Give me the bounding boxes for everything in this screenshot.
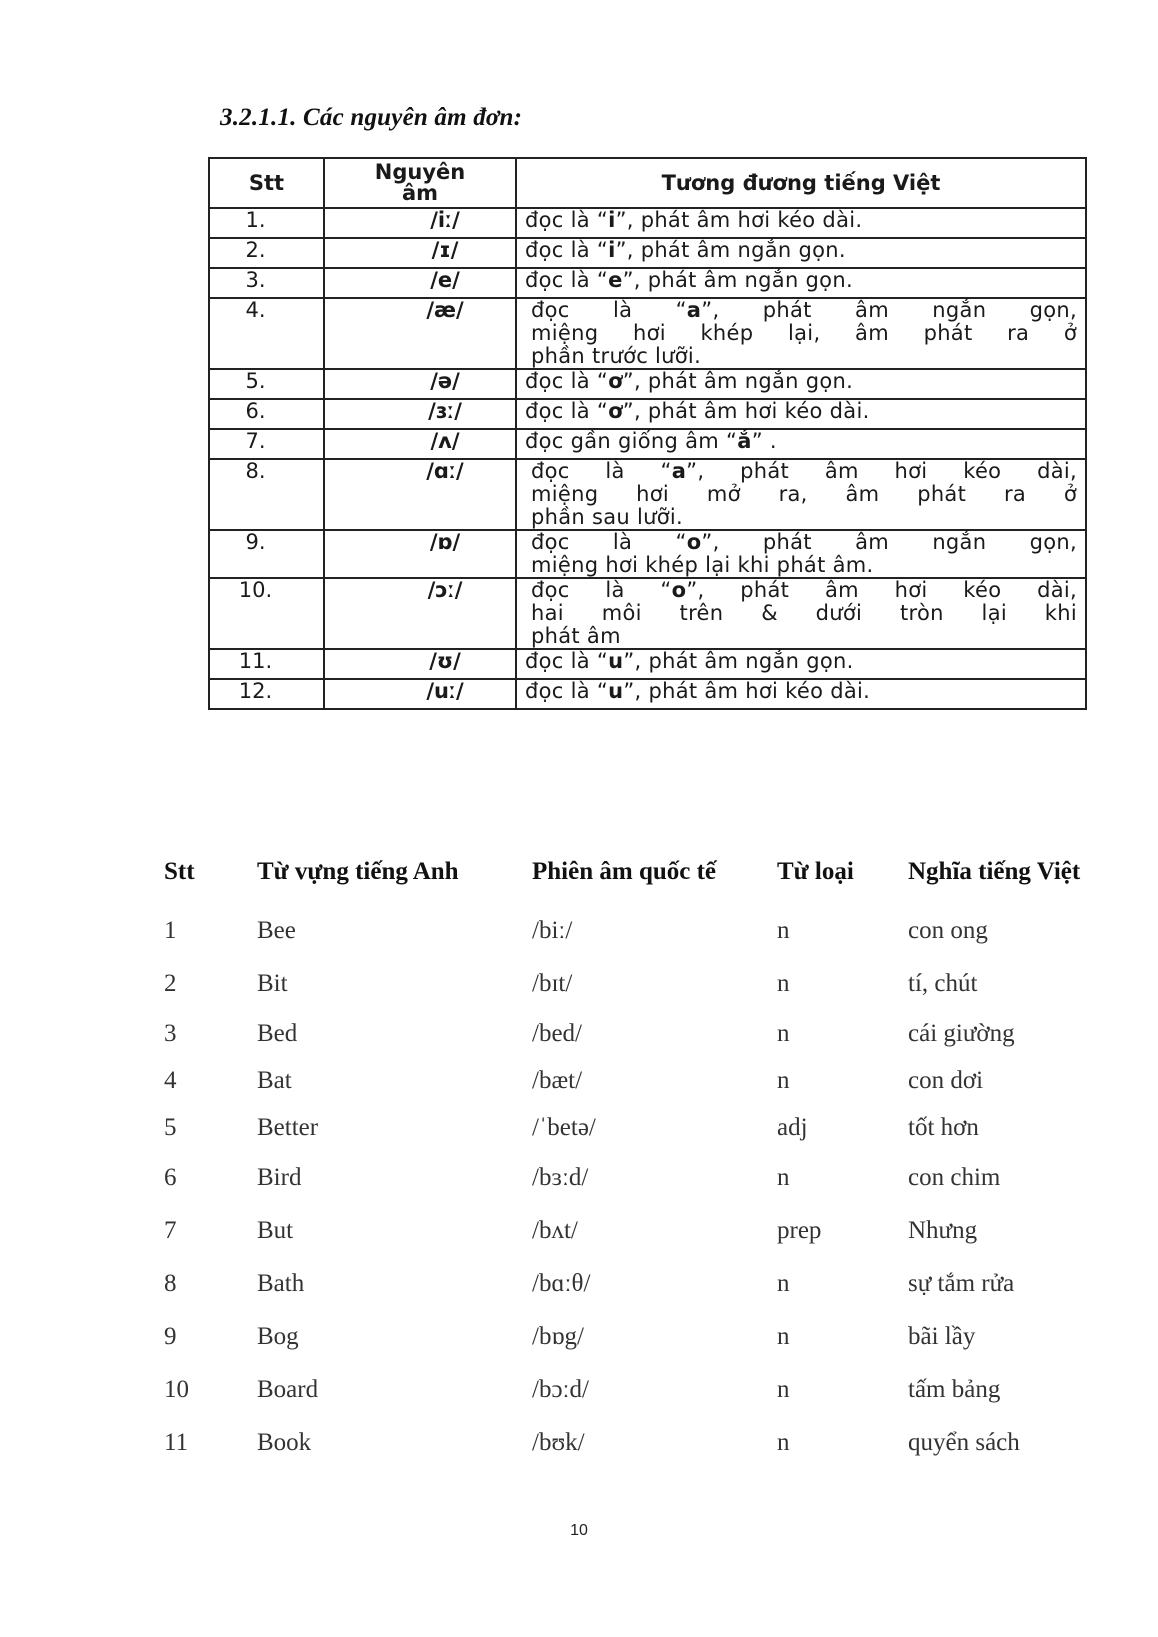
vowel-table-row (209, 298, 1086, 369)
vowel-description-line: đọc là “u”, phát âm hơi kéo dài. (525, 679, 871, 703)
vowel-stt: 2. (209, 238, 324, 268)
vowel-description-line: đọc là “ơ”, phát âm hơi kéo dài. (525, 399, 870, 423)
header-stt: Stt (209, 158, 324, 208)
vowel-description-line: đọc là “i”, phát âm ngắn gọn. (525, 238, 846, 262)
vocab-stt: 8 (164, 1270, 177, 1297)
vowel-stt: 4. (209, 298, 324, 369)
vocab-meaning: con ong (908, 917, 988, 944)
vowel-stt: 6. (209, 399, 324, 429)
vowel-ipa: /ɑː/ (324, 459, 516, 530)
vocab-ipa: /bed/ (532, 1020, 582, 1047)
page-number: 10 (570, 1522, 588, 1539)
vowel-ipa: /æ/ (324, 298, 516, 369)
vocab-pos: prep (777, 1217, 822, 1244)
vowel-stt: 8. (209, 459, 324, 530)
vocab-table-row (0, 1114, 1158, 1146)
header-vowel-line1: Nguyên (374, 160, 466, 184)
vocab-word: Bog (257, 1323, 299, 1350)
vowel-description (516, 679, 1086, 709)
vowel-ipa: /ɔː/ (324, 578, 516, 649)
vowel-description-line: đọc là “e”, phát âm ngắn gọn. (525, 268, 853, 292)
vowel-description-line: miệng hơi khép lại khi phát âm. (531, 553, 874, 577)
vowel-ipa: /ɪ/ (324, 238, 516, 268)
header-vowel-line2: âm (401, 181, 439, 205)
vocab-pos: n (777, 1020, 790, 1047)
vocab-header-pos: Từ loại (777, 858, 854, 885)
header-equivalent: Tương đương tiếng Việt (516, 158, 1086, 208)
vocab-ipa: /biː/ (532, 917, 573, 944)
vocab-ipa: /bɔːd/ (532, 1376, 589, 1403)
vocab-table-header (0, 858, 1158, 890)
vocab-table-row (0, 1323, 1158, 1355)
vocab-meaning: quyển sách (908, 1429, 1020, 1456)
vowel-description (516, 649, 1086, 679)
vocab-header-stt: Stt (164, 858, 195, 885)
vowel-stt: 1. (209, 208, 324, 238)
vowel-description (516, 459, 1086, 530)
vocab-stt: 6 (164, 1164, 177, 1191)
vocab-pos: n (777, 917, 790, 944)
vocab-word: Bed (257, 1020, 298, 1047)
vowel-stt: 5. (209, 369, 324, 399)
vocab-table-row (0, 1020, 1158, 1052)
vocab-meaning: bãi lầy (908, 1323, 976, 1350)
vocab-pos: n (777, 1270, 790, 1297)
vocab-ipa: /bʌt/ (532, 1217, 578, 1244)
vocab-header-meaning: Nghĩa tiếng Việt (908, 858, 1081, 885)
vocab-word: Bit (257, 970, 288, 997)
vowel-description (516, 238, 1086, 268)
vocab-pos: n (777, 970, 790, 997)
section-title: 3.2.1.1. Các nguyên âm đơn: (220, 104, 523, 131)
vocab-table-row (0, 1270, 1158, 1302)
vowel-ipa: /ɜː/ (324, 399, 516, 429)
vocab-table-row (0, 1164, 1158, 1196)
vocab-word: Book (257, 1429, 312, 1456)
vocab-pos: adj (777, 1114, 808, 1141)
vowel-stt: 11. (209, 649, 324, 679)
vowel-ipa: /iː/ (324, 208, 516, 238)
vowel-table-row (209, 459, 1086, 530)
vowel-description-line: phần trước lưỡi. (531, 344, 702, 368)
vocab-meaning: Nhưng (908, 1217, 978, 1244)
vocab-ipa: /bɒg/ (532, 1323, 584, 1350)
vocab-word: Bath (257, 1270, 305, 1297)
vowel-ipa: /ə/ (324, 369, 516, 399)
vocab-stt: 7 (164, 1217, 177, 1244)
vowel-description-line: miệng hơi mở ra, âm phát ra ở (531, 482, 1077, 506)
vocab-meaning: tốt hơn (908, 1114, 979, 1141)
vowel-stt: 12. (209, 679, 324, 709)
vowel-description (516, 208, 1086, 238)
vocab-stt: 5 (164, 1114, 177, 1141)
vocab-table-row (0, 1429, 1158, 1461)
vowel-description-line: đọc là “a”, phát âm ngắn gọn, (531, 298, 1077, 322)
vowel-description-line: đọc là “o”, phát âm hơi kéo dài, (531, 578, 1077, 602)
vocab-word: Bird (257, 1164, 302, 1191)
vocab-pos: n (777, 1376, 790, 1403)
vowel-ipa: /ʊ/ (324, 649, 516, 679)
vowel-description-line: miệng hơi khép lại, âm phát ra ở (531, 321, 1077, 345)
vowel-ipa: /uː/ (324, 679, 516, 709)
vocab-word: Bee (257, 917, 296, 944)
vocab-table-row (0, 917, 1158, 949)
vowel-table-row (209, 649, 1086, 679)
vowel-table-row (209, 429, 1086, 459)
vowel-table-header (209, 158, 1086, 208)
vocab-stt: 3 (164, 1020, 177, 1047)
vocab-word: Better (257, 1114, 319, 1141)
vowel-description (516, 578, 1086, 649)
vocab-ipa: /bæt/ (532, 1067, 583, 1094)
vocab-ipa: /bɪt/ (532, 970, 573, 997)
vowel-description-line: đọc gần giống âm “ắ” . (525, 429, 777, 453)
vowel-table-row (209, 369, 1086, 399)
vocab-pos: n (777, 1164, 790, 1191)
vocab-ipa: /ˈbetə/ (532, 1114, 596, 1141)
vowel-table-row (209, 238, 1086, 268)
vocab-table-row (0, 1217, 1158, 1249)
vowel-stt: 10. (209, 578, 324, 649)
header-vowel (324, 158, 516, 208)
vocab-meaning: tấm bảng (908, 1376, 1001, 1403)
vocab-word: Board (257, 1376, 319, 1403)
vowel-description (516, 530, 1086, 578)
vowel-ipa: /ɒ/ (324, 530, 516, 578)
vocab-stt: 4 (164, 1067, 177, 1094)
vowel-description (516, 369, 1086, 399)
vowel-description-line: phát âm (531, 624, 621, 648)
vowel-ipa: /ʌ/ (324, 429, 516, 459)
vocab-meaning: cái giường (908, 1020, 1015, 1047)
vowel-table-row (209, 530, 1086, 578)
vocab-table-row (0, 970, 1158, 1002)
vowel-description (516, 429, 1086, 459)
vocab-header-word: Từ vựng tiếng Anh (257, 858, 459, 885)
vowel-description-line: phần sau lưỡi. (531, 505, 683, 529)
vocab-stt: 11 (164, 1429, 189, 1456)
vowel-table (208, 157, 1087, 710)
vowel-description-line: đọc là “i”, phát âm hơi kéo dài. (525, 208, 863, 232)
vocab-header-ipa: Phiên âm quốc tế (532, 858, 717, 885)
vowel-table-row (209, 399, 1086, 429)
vowel-description (516, 399, 1086, 429)
vowel-table-row (209, 578, 1086, 649)
vowel-stt: 7. (209, 429, 324, 459)
vowel-table-row (209, 208, 1086, 238)
vocab-meaning: con chim (908, 1164, 1001, 1191)
vocab-ipa: /bɜːd/ (532, 1164, 589, 1191)
vocab-pos: n (777, 1067, 790, 1094)
vowel-description-line: đọc là “o”, phát âm ngắn gọn, (531, 530, 1077, 554)
vowel-table-row (209, 679, 1086, 709)
vowel-stt: 9. (209, 530, 324, 578)
vowel-description-line: hai môi trên & dưới tròn lại khi (531, 601, 1077, 625)
vocab-meaning: sự tắm rửa (908, 1270, 1015, 1297)
vocab-meaning: tí, chút (908, 970, 978, 997)
vowel-description-line: đọc là “u”, phát âm ngắn gọn. (525, 649, 854, 673)
vowel-description-line: đọc là “ơ”, phát âm ngắn gọn. (525, 369, 854, 393)
vocab-stt: 9 (164, 1323, 177, 1350)
vocab-word: But (257, 1217, 294, 1244)
vowel-table-row (209, 268, 1086, 298)
vocab-meaning: con dơi (908, 1067, 984, 1094)
vocab-table-row (0, 1376, 1158, 1408)
vowel-stt: 3. (209, 268, 324, 298)
vocab-stt: 10 (164, 1376, 189, 1403)
vocab-pos: n (777, 1323, 790, 1350)
vocab-ipa: /bʊk/ (532, 1429, 585, 1456)
vocab-table-row (0, 1067, 1158, 1099)
vocab-ipa: /bɑːθ/ (532, 1270, 591, 1297)
vocab-word: Bat (257, 1067, 292, 1094)
vowel-description-line: đọc là “a”, phát âm hơi kéo dài, (531, 459, 1078, 483)
vowel-description (516, 298, 1086, 369)
vocab-pos: n (777, 1429, 790, 1456)
vocab-stt: 2 (164, 970, 177, 997)
vocab-stt: 1 (164, 917, 177, 944)
vowel-description (516, 268, 1086, 298)
vowel-ipa: /e/ (324, 268, 516, 298)
